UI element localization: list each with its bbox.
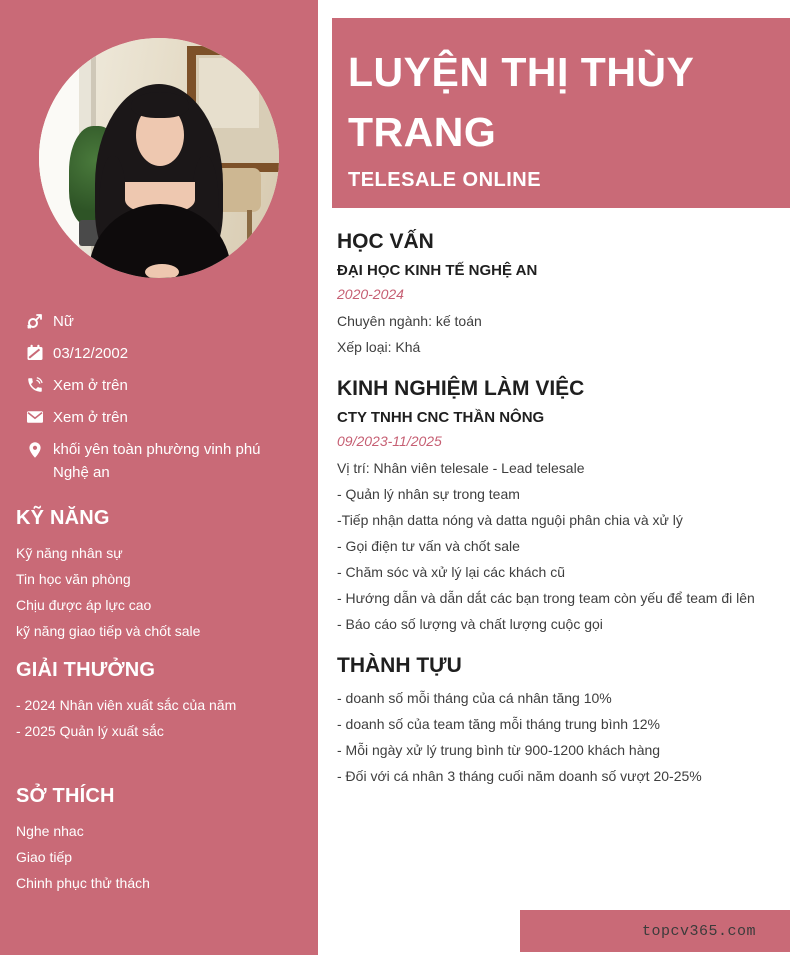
gender-icon [26, 312, 44, 330]
photo-person-bangs [131, 92, 189, 118]
photo-mirror-glass [199, 58, 259, 128]
experience-detail: - Báo cáo số lượng và chất lượng cuộc gọi [337, 616, 603, 632]
award-item: - 2024 Nhân viên xuất sắc của năm [16, 697, 237, 713]
education-date-range: 2020-2024 [337, 286, 404, 302]
phone-icon [26, 376, 44, 394]
job-title: TELESALE ONLINE [348, 169, 542, 191]
experience-detail: - Chăm sóc và xử lý lại các khách cũ [337, 564, 566, 580]
section-title-achievements: THÀNH TỰU [337, 654, 462, 677]
award-item: - 2025 Quản lý xuất sắc [16, 723, 164, 739]
address-value: khối yên toàn phường vinh phú Nghệ an [53, 441, 261, 481]
personal-info-list [0, 305, 318, 484]
profile-photo [39, 38, 279, 278]
section-education [332, 229, 790, 360]
info-row-gender [26, 305, 302, 337]
sidebar-section-title-awards: GIẢI THƯỞNG [16, 659, 156, 681]
info-row-birthday [26, 337, 302, 369]
email-value: Xem ở trên [53, 408, 128, 426]
hobby-item: Nghe nhac [16, 823, 84, 839]
phone-value: Xem ở trên [53, 376, 128, 394]
info-row-phone [26, 369, 302, 401]
skill-item: Tin học văn phòng [16, 571, 131, 587]
cv-header [332, 18, 790, 208]
section-title-education: HỌC VẤN [337, 230, 434, 253]
education-detail: Xếp loại: Khá [337, 339, 421, 355]
education-detail: Chuyên ngành: kế toán [337, 313, 482, 329]
candidate-name: LUYỆN THỊ THÙY TRANG [348, 49, 694, 155]
info-row-email [26, 401, 302, 433]
achievement-detail: - Đối với cá nhân 3 tháng cuối năm doanh số vượt 20-25% [337, 768, 702, 784]
location-icon [26, 441, 44, 459]
calendar-icon [26, 344, 44, 362]
main-column [332, 0, 790, 955]
skill-item: Kỹ năng nhân sự [16, 545, 123, 561]
section-experience [332, 376, 790, 637]
experience-date-range: 09/2023-11/2025 [337, 433, 442, 449]
sidebar-section-title-hobbies: SỞ THÍCH [16, 785, 115, 807]
hobby-item: Chinh phục thử thách [16, 875, 150, 891]
photo-person-hands [145, 264, 179, 278]
info-row-address [26, 433, 302, 484]
skill-item: kỹ năng giao tiếp và chốt sale [16, 623, 201, 639]
experience-detail: - Gọi điện tư vấn và chốt sale [337, 538, 520, 554]
gender-value: Nữ [53, 312, 74, 330]
sidebar [0, 0, 318, 955]
hobby-item: Giao tiếp [16, 849, 73, 865]
experience-detail: - Quản lý nhân sự trong team [337, 486, 520, 502]
section-achievements [332, 653, 790, 789]
sidebar-section-title-skills: KỸ NĂNG [16, 507, 110, 529]
watermark-link[interactable]: topcv365.com [641, 922, 756, 940]
email-icon [26, 408, 44, 426]
achievement-detail: - doanh số mỗi tháng của cá nhân tăng 10% [337, 690, 612, 706]
skill-item: Chịu được áp lực cao [16, 597, 152, 613]
achievement-detail: - doanh số của team tăng mỗi tháng trung bình 12% [337, 716, 660, 732]
birthday-value: 03/12/2002 [53, 344, 129, 362]
achievement-detail: - Mỗi ngày xử lý trung bình từ 900-1200 khách hàng [337, 742, 661, 758]
experience-company: CTY TNHH CNC THẦN NÔNG [337, 409, 545, 426]
photo-chair-leg [247, 210, 252, 260]
experience-detail: Vị trí: Nhân viên telesale - Lead telesale [337, 460, 585, 476]
education-school: ĐẠI HỌC KINH TẾ NGHỆ AN [337, 262, 538, 279]
watermark-box [520, 910, 790, 952]
section-title-experience: KINH NGHIỆM LÀM VIỆC [337, 377, 585, 400]
experience-detail: - Hướng dẫn và dẫn dắt các bạn trong team còn yếu để team đi lên [337, 590, 755, 606]
experience-detail: -Tiếp nhận datta nóng và datta nguội phân chia và xử lý [337, 512, 683, 528]
